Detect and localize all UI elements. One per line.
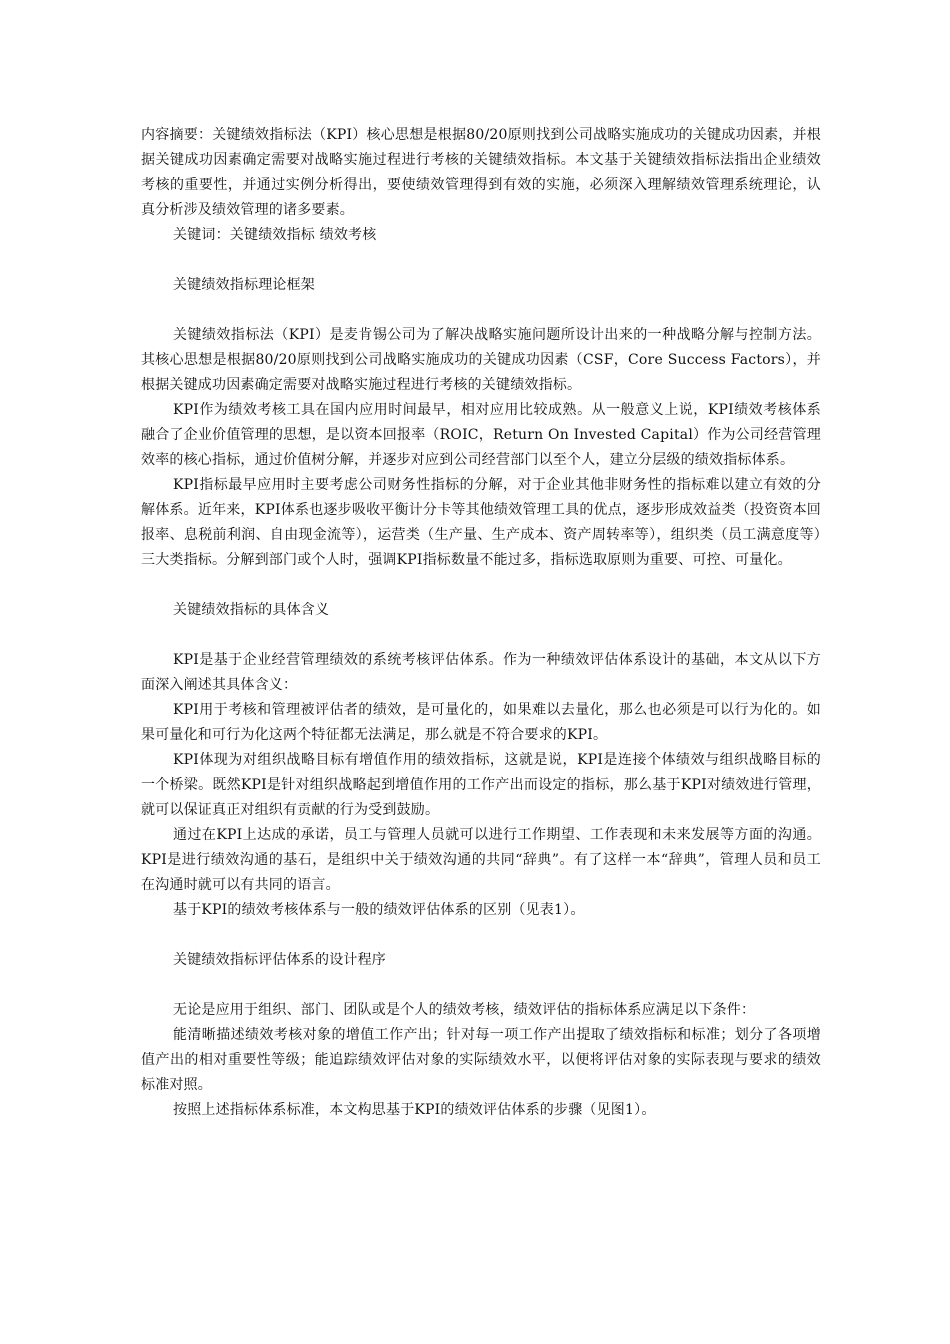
body-paragraph: KPI指标最早应用时主要考虑公司财务性指标的分解，对于企业其他非财务性的指标难以建立有效的分解体系。近年来，KPI体系也逐步吸收平衡计分卡等其他绩效管理工具的优点，逐步形成效益类（投资资本回报率、息税前利润、自由现金流等），运营类（生产量、生产成本、资产周转率等），组织类（员工满意度等）三大类指标。分解到部门或个人时，强调KPI指标数量不能过多，指标选取原则为重要、可控、可量化。 [141,477,821,568]
body-paragraph: KPI用于考核和管理被评估者的绩效，是可量化的，如果难以去量化，那么也必须是可以行为化的。如果可量化和可行为化这两个特征都无法满足，那么就是不符合要求的KPI。 [141,702,821,743]
section-heading-meaning: 关键绩效指标的具体含义 [173,602,330,618]
body-paragraph: 按照上述指标体系标准，本文构思基于KPI的绩效评估体系的步骤（见图1）。 [173,1102,656,1118]
section-heading-framework: 关键绩效指标理论框架 [173,277,315,293]
body-paragraph: KPI体现为对组织战略目标有增值作用的绩效指标，这就是说，KPI是连接个体绩效与组织战略目标的一个桥梁。既然KPI是针对组织战略起到增值作用的工作产出而设定的指标，那么基于KPI对绩效进行管理，就可以保证真正对组织有贡献的行为受到鼓励。 [141,752,821,818]
body-paragraph: 通过在KPI上达成的承诺，员工与管理人员就可以进行工作期望、工作表现和未来发展等方面的沟通。KPI是进行绩效沟通的基石，是组织中关于绩效沟通的共同“辞典”。有了这样一本“辞典”，管理人员和员工在沟通时就可以有共同的语言。 [141,827,821,893]
body-paragraph: 基于KPI的绩效考核体系与一般的绩效评估体系的区别（见表1）。 [173,902,585,918]
section-heading-design: 关键绩效指标评估体系的设计程序 [173,952,386,968]
body-paragraph: KPI作为绩效考核工具在国内应用时间最早，相对应用比较成熟。从一般意义上说，KPI绩效考核体系融合了企业价值管理的思想，是以资本回报率（ROIC，Return On Invested Capital）作为公司经营管理效率的核心指标，通过价值树分解，并逐步对应到公司经营部门以至个人，建立分层级的绩效指标体系。 [141,402,821,468]
body-paragraph: 无论是应用于组织、部门、团队或是个人的绩效考核，绩效评估的指标体系应满足以下条件： [173,1002,756,1018]
document-page [141,123,821,1123]
body-paragraph: 能清晰描述绩效考核对象的增值工作产出；针对每一项工作产出提取了绩效指标和标准；划分了各项增值产出的相对重要性等级；能追踪绩效评估对象的实际绩效水平，以便将评估对象的实际表现与要求的绩效标准对照。 [141,1027,821,1093]
abstract-text: 内容摘要：关键绩效指标法（KPI）核心思想是根据80/20原则找到公司战略实施成功的关键成功因素，并根据关键成功因素确定需要对战略实施过程进行考核的关键绩效指标。本文基于关键绩效指标法指出企业绩效考核的重要性，并通过实例分析得出，要使绩效管理得到有效的实施，必须深入理解绩效管理系统理论，认真分析涉及绩效管理的诸多要素。 [141,127,821,218]
body-paragraph: 关键绩效指标法（KPI）是麦肯锡公司为了解决战略实施问题所设计出来的一种战略分解与控制方法。其核心思想是根据80/20原则找到公司战略实施成功的关键成功因素（CSF，Core Success Factors），并根据关键成功因素确定需要对战略实施过程进行考核的关键绩效指标。 [141,327,821,393]
keywords-line: 关键词：关键绩效指标 绩效考核 [173,227,377,243]
body-paragraph: KPI是基于企业经营管理绩效的系统考核评估体系。作为一种绩效评估体系设计的基础，本文从以下方面深入阐述其具体含义： [141,652,821,693]
